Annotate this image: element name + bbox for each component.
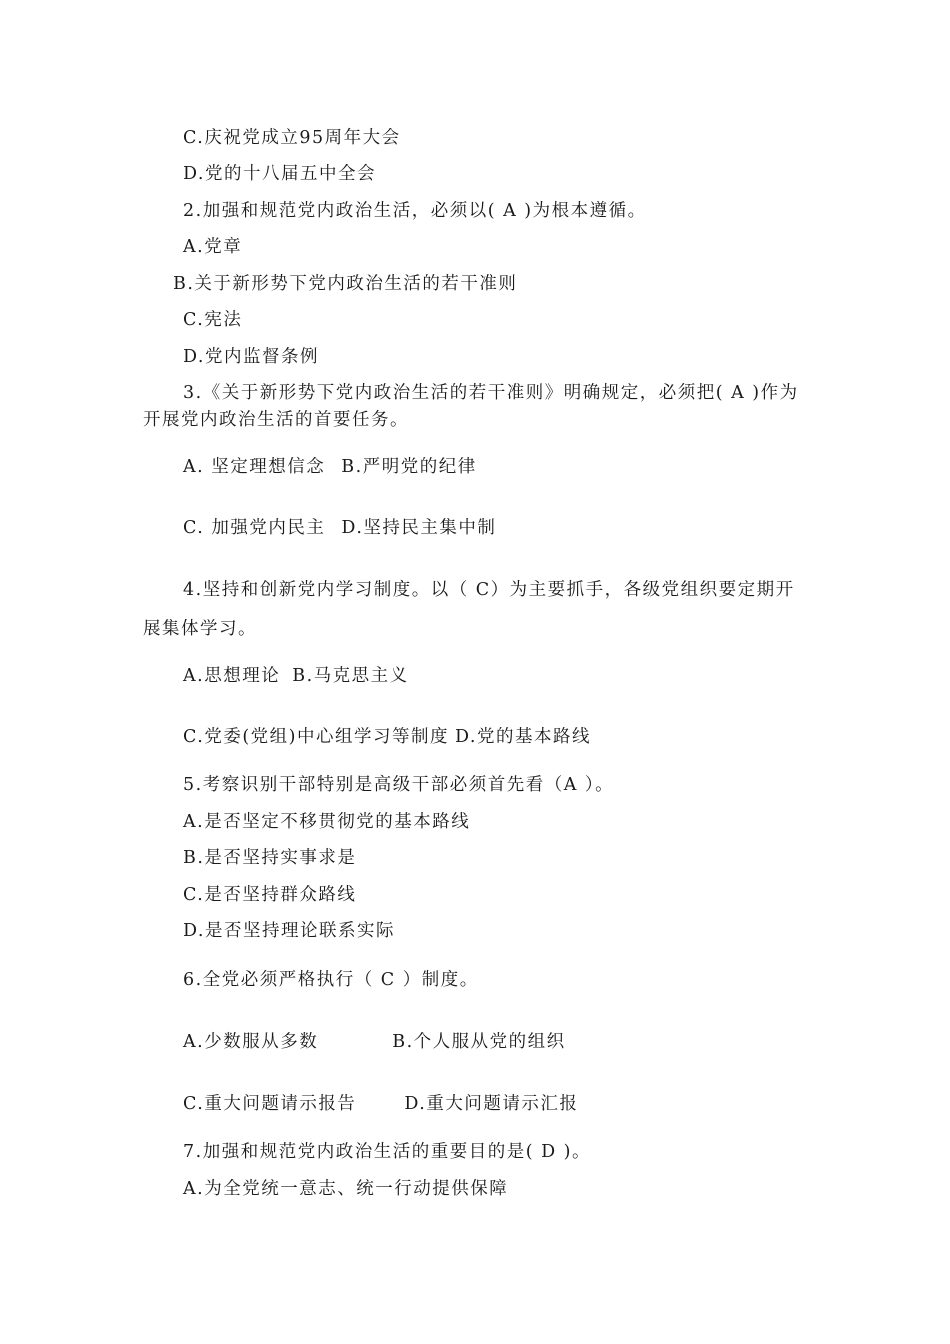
option-line: C.宪法 xyxy=(183,310,243,330)
question-line: 4.坚持和创新党内学习制度。以（ C）为主要抓手，各级党组织要定期开 xyxy=(183,580,795,600)
question-line: 6.全党必须严格执行（ C ）制度。 xyxy=(183,970,479,990)
option-c: C. 加强党内民主 xyxy=(183,518,326,538)
option-row xyxy=(183,516,496,540)
option-b: B.严明党的纪律 xyxy=(341,457,477,477)
option-row xyxy=(183,1092,578,1116)
option-d: D.坚持民主集中制 xyxy=(341,518,497,538)
question-line: 3.《关于新形势下党内政治生活的若干准则》明确规定，必须把( A )作为 xyxy=(183,383,799,403)
option-c: C.重大问题请示报告 xyxy=(183,1094,357,1114)
option-line: C.庆祝党成立95周年大会 xyxy=(183,128,401,148)
question-line: 2.加强和规范党内政治生活，必须以( A )为根本遵循。 xyxy=(183,201,647,221)
option-line: D.党内监督条例 xyxy=(183,347,319,367)
option-a: A. 坚定理想信念 xyxy=(183,457,326,477)
option-line: B.是否坚持实事求是 xyxy=(183,848,357,868)
question-line: 5.考察识别干部特别是高级干部必须首先看（A ）。 xyxy=(183,775,615,795)
question-line: 展集体学习。 xyxy=(143,619,257,639)
option-line: A.为全党统一意志、统一行动提供保障 xyxy=(183,1179,509,1199)
option-row xyxy=(183,1030,566,1054)
option-line: A.党章 xyxy=(183,237,243,257)
option-a: A.少数服从多数 xyxy=(183,1032,319,1052)
question-line: 7.加强和规范党内政治生活的重要目的是( D )。 xyxy=(183,1142,592,1162)
option-line: C.是否坚持群众路线 xyxy=(183,885,357,905)
option-b: B.个人服从党的组织 xyxy=(392,1032,566,1052)
option-line: D.是否坚持理论联系实际 xyxy=(183,921,395,941)
question-line: 开展党内政治生活的首要任务。 xyxy=(143,410,409,430)
option-row xyxy=(183,725,591,749)
option-c: C.党委(党组)中心组学习等制度 xyxy=(183,727,449,747)
option-d: D.党的基本路线 xyxy=(454,727,591,747)
option-row xyxy=(183,455,477,479)
option-line: B.关于新形势下党内政治生活的若干准则 xyxy=(173,274,518,294)
option-line: D.党的十八届五中全会 xyxy=(183,164,376,184)
option-b: B.马克思主义 xyxy=(292,666,409,686)
option-row xyxy=(183,664,409,688)
option-a: A.思想理论 xyxy=(183,666,281,686)
option-d: D.重大问题请示汇报 xyxy=(404,1094,579,1114)
option-line: A.是否坚定不移贯彻党的基本路线 xyxy=(183,812,471,832)
